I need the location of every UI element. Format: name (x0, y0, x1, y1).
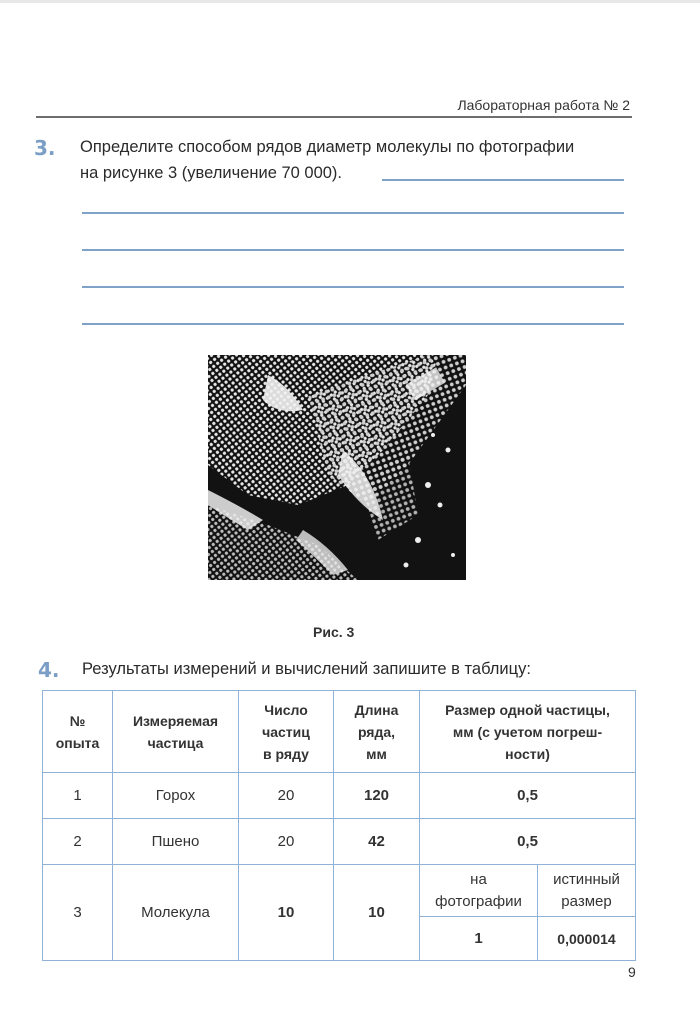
row-2-number: 2 (43, 819, 113, 865)
row-3-count: 10 (239, 865, 334, 961)
row-3-length: 10 (334, 865, 420, 961)
header-row-length: Длина ряда, мм (334, 691, 420, 773)
row-3-particle: Молекула (113, 865, 239, 961)
header-rule (36, 116, 632, 118)
figure-caption: Рис. 3 (313, 624, 355, 640)
header-title: Лабораторная работа № 2 (457, 97, 630, 113)
row-1-particle: Горох (113, 773, 239, 819)
subheader-on-photo: на фотографии (420, 865, 538, 917)
results-table (42, 690, 636, 961)
page-top-edge (0, 0, 700, 3)
row-1-size: 0,5 (420, 773, 636, 819)
table-row (43, 865, 636, 917)
header-particle: Измеряемая частица (113, 691, 239, 773)
answer-line-3 (82, 249, 624, 251)
row-2-length: 42 (334, 819, 420, 865)
task-3-number: 3. (34, 136, 56, 160)
table-header-row (43, 691, 636, 773)
header-particle-count: Число частиц в ряду (239, 691, 334, 773)
row-3-number: 3 (43, 865, 113, 961)
subheader-true-size: истинный размер (538, 865, 636, 917)
task-4-text: Результаты измерений и вычислений запишите в таблицу: (82, 660, 531, 678)
row-1-count: 20 (239, 773, 334, 819)
header-particle-size: Размер одной частицы, мм (с учетом погреш- ности) (420, 691, 636, 773)
answer-line-5 (82, 323, 624, 325)
page-number: 9 (628, 964, 636, 980)
row-3-true-size: 0,000014 (538, 917, 636, 961)
task-4-number: 4. (38, 658, 60, 682)
table-row (43, 773, 636, 819)
header-experiment-number: № опыта (43, 691, 113, 773)
row-1-number: 1 (43, 773, 113, 819)
answer-line-2 (82, 212, 624, 214)
row-2-particle: Пшено (113, 819, 239, 865)
table-row (43, 819, 636, 865)
row-1-length: 120 (334, 773, 420, 819)
task-3-line-1: Определите способом рядов диаметр молекулы по фотографии (80, 138, 575, 156)
task-3-line-2: на рисунке 3 (увеличение 70 000). (80, 164, 343, 182)
row-2-count: 20 (239, 819, 334, 865)
row-3-size-on-photo: 1 (420, 917, 538, 961)
answer-line-1 (382, 179, 624, 181)
answer-line-4 (82, 286, 624, 288)
row-2-size: 0,5 (420, 819, 636, 865)
molecule-photo (208, 355, 466, 580)
